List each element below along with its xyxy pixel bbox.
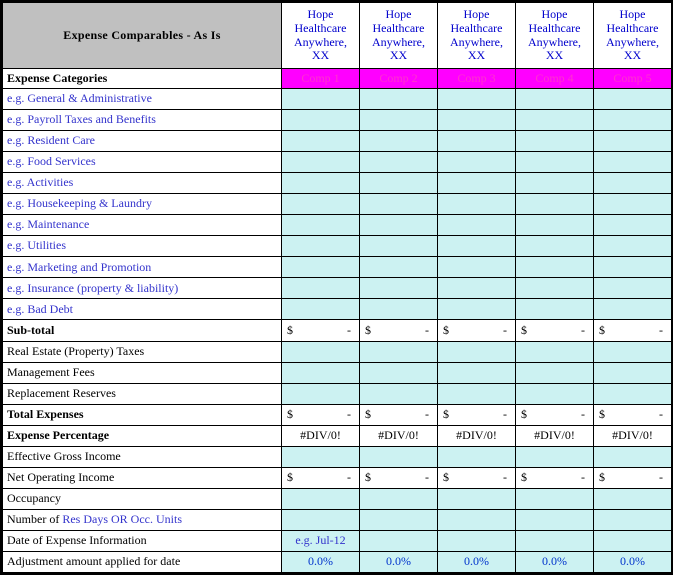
date-of-expense-cell-comp2[interactable] xyxy=(360,530,438,551)
expense-cell-comp1[interactable] xyxy=(282,278,360,299)
effective-gross-income-cell-comp5[interactable] xyxy=(594,446,672,467)
table-header-row xyxy=(3,3,672,69)
expense-cell-comp3[interactable] xyxy=(438,131,516,152)
date-of-expense-row xyxy=(3,530,672,551)
comp-name-line4: XX xyxy=(545,48,564,63)
adjustment-row xyxy=(3,551,672,572)
expense-comparables-table xyxy=(2,2,672,573)
currency-symbol: $ xyxy=(443,469,449,484)
currency-symbol: $ xyxy=(521,406,527,421)
replacement-reserves-label: Replacement Reserves xyxy=(3,383,282,404)
expense-cell-comp4[interactable] xyxy=(516,278,594,299)
replacement-reserves-cell-comp2[interactable] xyxy=(360,383,438,404)
adjustment-value-comp3[interactable]: 0.0% xyxy=(438,551,516,572)
expense-item-label: e.g. Insurance (property & liability) xyxy=(3,278,282,299)
expense-cell-comp5[interactable] xyxy=(594,194,672,215)
expense-cell-comp4[interactable] xyxy=(516,89,594,110)
comp-header-2 xyxy=(360,3,438,69)
currency-symbol: $ xyxy=(287,469,293,484)
occupancy-cell-comp4[interactable] xyxy=(516,488,594,509)
value-dash: - xyxy=(347,322,351,337)
expense-cell-comp3[interactable] xyxy=(438,215,516,236)
comp-name-line1: Hope xyxy=(541,6,568,21)
comp-tag-4: Comp 4 xyxy=(516,69,594,89)
management-fees-cell-comp2[interactable] xyxy=(360,362,438,383)
value-dash: - xyxy=(659,322,663,337)
table-row xyxy=(3,194,672,215)
expense-cell-comp1[interactable] xyxy=(282,194,360,215)
number-of-units-cell-comp3[interactable] xyxy=(438,509,516,530)
occupancy-cell-comp3[interactable] xyxy=(438,488,516,509)
currency-symbol: $ xyxy=(287,322,293,337)
expense-percentage-row xyxy=(3,425,672,446)
subtotal-label: Sub-total xyxy=(3,320,282,341)
real-estate-taxes-cell-comp4[interactable] xyxy=(516,341,594,362)
expense-cell-comp3[interactable] xyxy=(438,194,516,215)
expense-percentage-value-comp1: #DIV/0! xyxy=(282,425,360,446)
real-estate-taxes-cell-comp3[interactable] xyxy=(438,341,516,362)
currency-symbol: $ xyxy=(599,469,605,484)
comp-name-line4: XX xyxy=(389,48,408,63)
currency-symbol: $ xyxy=(365,406,371,421)
expense-item-label: e.g. Activities xyxy=(3,173,282,194)
net-operating-income-label: Net Operating Income xyxy=(3,467,282,488)
real-estate-taxes-cell-comp5[interactable] xyxy=(594,341,672,362)
comp-name-line3: Anywhere, xyxy=(372,34,425,49)
currency-symbol: $ xyxy=(443,406,449,421)
effective-gross-income-row xyxy=(3,446,672,467)
expense-cell-comp3[interactable] xyxy=(438,278,516,299)
comp-header-3 xyxy=(438,3,516,69)
effective-gross-income-label: Effective Gross Income xyxy=(3,446,282,467)
net-operating-income-value-comp2 xyxy=(360,467,438,488)
expense-cell-comp5[interactable] xyxy=(594,110,672,131)
expense-cell-comp5[interactable] xyxy=(594,278,672,299)
value-dash: - xyxy=(659,469,663,484)
occupancy-cell-comp2[interactable] xyxy=(360,488,438,509)
adjustment-value-comp2[interactable]: 0.0% xyxy=(360,551,438,572)
expense-cell-comp4[interactable] xyxy=(516,131,594,152)
expense-item-label: e.g. General & Administrative xyxy=(3,89,282,110)
table-row xyxy=(3,299,672,320)
real-estate-taxes-label: Real Estate (Property) Taxes xyxy=(3,341,282,362)
comp-name-line4: XX xyxy=(623,48,642,63)
expense-percentage-label: Expense Percentage xyxy=(3,425,282,446)
expense-cell-comp3[interactable] xyxy=(438,236,516,257)
subtotal-value-comp3 xyxy=(438,320,516,341)
expense-cell-comp1[interactable] xyxy=(282,152,360,173)
management-fees-cell-comp3[interactable] xyxy=(438,362,516,383)
expense-cell-comp2[interactable] xyxy=(360,236,438,257)
expense-cell-comp2[interactable] xyxy=(360,152,438,173)
net-operating-income-row xyxy=(3,467,672,488)
expense-percentage-value-comp3: #DIV/0! xyxy=(438,425,516,446)
currency-symbol: $ xyxy=(443,322,449,337)
expense-cell-comp1[interactable] xyxy=(282,215,360,236)
replacement-reserves-cell-comp3[interactable] xyxy=(438,383,516,404)
expense-cell-comp5[interactable] xyxy=(594,215,672,236)
subtotal-value-comp4 xyxy=(516,320,594,341)
expense-cell-comp1[interactable] xyxy=(282,173,360,194)
expense-cell-comp2[interactable] xyxy=(360,299,438,320)
number-of-units-cell-comp2[interactable] xyxy=(360,509,438,530)
currency-symbol: $ xyxy=(365,322,371,337)
number-of-units-cell-comp5[interactable] xyxy=(594,509,672,530)
replacement-reserves-cell-comp5[interactable] xyxy=(594,383,672,404)
expense-cell-comp2[interactable] xyxy=(360,257,438,278)
real-estate-taxes-row xyxy=(3,341,672,362)
table-row xyxy=(3,89,672,110)
expense-cell-comp3[interactable] xyxy=(438,257,516,278)
net-operating-income-value-comp4 xyxy=(516,467,594,488)
total-expenses-label: Total Expenses xyxy=(3,404,282,425)
date-of-expense-label: Date of Expense Information xyxy=(3,530,282,551)
expense-cell-comp2[interactable] xyxy=(360,194,438,215)
table-row xyxy=(3,173,672,194)
value-dash: - xyxy=(659,406,663,421)
expense-cell-comp5[interactable] xyxy=(594,257,672,278)
value-dash: - xyxy=(347,469,351,484)
expense-item-label: e.g. Utilities xyxy=(3,236,282,257)
comp-name-line2: Healthcare xyxy=(606,20,659,35)
total-expenses-value-comp1 xyxy=(282,404,360,425)
comp-name-line1: Hope xyxy=(463,6,490,21)
currency-symbol: $ xyxy=(287,406,293,421)
expense-cell-comp5[interactable] xyxy=(594,152,672,173)
number-of-units-cell-comp1[interactable] xyxy=(282,509,360,530)
expense-cell-comp3[interactable] xyxy=(438,110,516,131)
table-row xyxy=(3,152,672,173)
management-fees-label: Management Fees xyxy=(3,362,282,383)
value-dash: - xyxy=(503,406,507,421)
total-expenses-row xyxy=(3,404,672,425)
effective-gross-income-cell-comp4[interactable] xyxy=(516,446,594,467)
occupancy-cell-comp5[interactable] xyxy=(594,488,672,509)
expense-cell-comp4[interactable] xyxy=(516,257,594,278)
expense-item-label: e.g. Resident Care xyxy=(3,131,282,152)
expense-cell-comp5[interactable] xyxy=(594,299,672,320)
effective-gross-income-cell-comp1[interactable] xyxy=(282,446,360,467)
adjustment-value-comp5[interactable]: 0.0% xyxy=(594,551,672,572)
expense-item-label: e.g. Maintenance xyxy=(3,215,282,236)
table-row xyxy=(3,110,672,131)
expense-item-label: e.g. Marketing and Promotion xyxy=(3,257,282,278)
subtotal-value-comp2 xyxy=(360,320,438,341)
currency-symbol: $ xyxy=(599,406,605,421)
expense-cell-comp4[interactable] xyxy=(516,173,594,194)
comp-name-line3: Anywhere, xyxy=(606,34,659,49)
subtotal-row xyxy=(3,320,672,341)
net-operating-income-value-comp1 xyxy=(282,467,360,488)
effective-gross-income-cell-comp3[interactable] xyxy=(438,446,516,467)
date-of-expense-cell-comp1[interactable]: e.g. Jul-12 xyxy=(282,530,360,551)
number-of-units-cell-comp4[interactable] xyxy=(516,509,594,530)
number-of-units-label-prefix: Number of xyxy=(7,511,63,526)
management-fees-cell-comp5[interactable] xyxy=(594,362,672,383)
comp-header-1 xyxy=(282,3,360,69)
adjustment-label: Adjustment amount applied for date xyxy=(3,551,282,572)
net-operating-income-value-comp5 xyxy=(594,467,672,488)
occupancy-label: Occupancy xyxy=(3,488,282,509)
comp-name-line2: Healthcare xyxy=(528,20,581,35)
table-row xyxy=(3,257,672,278)
number-of-units-label xyxy=(3,509,282,530)
expense-cell-comp3[interactable] xyxy=(438,152,516,173)
expense-percentage-value-comp5: #DIV/0! xyxy=(594,425,672,446)
currency-symbol: $ xyxy=(365,469,371,484)
expense-cell-comp1[interactable] xyxy=(282,299,360,320)
expense-cell-comp5[interactable] xyxy=(594,131,672,152)
expense-cell-comp2[interactable] xyxy=(360,215,438,236)
expense-cell-comp4[interactable] xyxy=(516,194,594,215)
comp-name-line2: Healthcare xyxy=(372,20,425,35)
adjustment-value-comp4[interactable]: 0.0% xyxy=(516,551,594,572)
management-fees-row xyxy=(3,362,672,383)
comp-name-line3: Anywhere, xyxy=(294,34,347,49)
currency-symbol: $ xyxy=(599,322,605,337)
expense-cell-comp1[interactable] xyxy=(282,89,360,110)
comp-name-line3: Anywhere, xyxy=(450,34,503,49)
expense-cell-comp2[interactable] xyxy=(360,173,438,194)
number-of-units-label-highlight: Res Days OR Occ. Units xyxy=(62,511,182,526)
currency-symbol: $ xyxy=(521,469,527,484)
expense-item-label: e.g. Housekeeping & Laundry xyxy=(3,194,282,215)
comp-header-5 xyxy=(594,3,672,69)
comp-name-line1: Hope xyxy=(385,6,412,21)
expense-cell-comp4[interactable] xyxy=(516,236,594,257)
table-row xyxy=(3,215,672,236)
table-row xyxy=(3,278,672,299)
comp-tag-3: Comp 3 xyxy=(438,69,516,89)
expense-cell-comp4[interactable] xyxy=(516,152,594,173)
comp-name-line1: Hope xyxy=(307,6,334,21)
expense-cell-comp4[interactable] xyxy=(516,215,594,236)
table-row xyxy=(3,236,672,257)
comp-name-line2: Healthcare xyxy=(294,20,347,35)
expense-percentage-value-comp2: #DIV/0! xyxy=(360,425,438,446)
expense-cell-comp1[interactable] xyxy=(282,257,360,278)
value-dash: - xyxy=(581,469,585,484)
date-of-expense-cell-comp3[interactable] xyxy=(438,530,516,551)
comp-tag-1: Comp 1 xyxy=(282,69,360,89)
replacement-reserves-cell-comp4[interactable] xyxy=(516,383,594,404)
comp-tag-5: Comp 5 xyxy=(594,69,672,89)
expense-cell-comp3[interactable] xyxy=(438,173,516,194)
expense-cell-comp1[interactable] xyxy=(282,236,360,257)
expense-cell-comp3[interactable] xyxy=(438,89,516,110)
expense-cell-comp2[interactable] xyxy=(360,89,438,110)
effective-gross-income-cell-comp2[interactable] xyxy=(360,446,438,467)
occupancy-row xyxy=(3,488,672,509)
expense-item-label: e.g. Food Services xyxy=(3,152,282,173)
replacement-reserves-row xyxy=(3,383,672,404)
expense-cell-comp5[interactable] xyxy=(594,89,672,110)
expense-cell-comp4[interactable] xyxy=(516,110,594,131)
expense-categories-label: Expense Categories xyxy=(3,69,282,89)
expense-categories-row xyxy=(3,69,672,89)
currency-symbol: $ xyxy=(521,322,527,337)
expense-cell-comp1[interactable] xyxy=(282,110,360,131)
expense-cell-comp2[interactable] xyxy=(360,110,438,131)
value-dash: - xyxy=(581,322,585,337)
replacement-reserves-cell-comp1[interactable] xyxy=(282,383,360,404)
comp-tag-2: Comp 2 xyxy=(360,69,438,89)
value-dash: - xyxy=(503,322,507,337)
number-of-units-row xyxy=(3,509,672,530)
value-dash: - xyxy=(425,406,429,421)
value-dash: - xyxy=(581,406,585,421)
comp-name-line1: Hope xyxy=(619,6,646,21)
adjustment-value-comp1[interactable]: 0.0% xyxy=(282,551,360,572)
expense-percentage-value-comp4: #DIV/0! xyxy=(516,425,594,446)
subtotal-value-comp5 xyxy=(594,320,672,341)
total-expenses-value-comp5 xyxy=(594,404,672,425)
value-dash: - xyxy=(347,406,351,421)
value-dash: - xyxy=(503,469,507,484)
expense-cell-comp5[interactable] xyxy=(594,236,672,257)
comp-name-line3: Anywhere, xyxy=(528,34,581,49)
subtotal-value-comp1 xyxy=(282,320,360,341)
net-operating-income-value-comp3 xyxy=(438,467,516,488)
management-fees-cell-comp4[interactable] xyxy=(516,362,594,383)
real-estate-taxes-cell-comp1[interactable] xyxy=(282,341,360,362)
occupancy-cell-comp1[interactable] xyxy=(282,488,360,509)
total-expenses-value-comp3 xyxy=(438,404,516,425)
comp-name-line2: Healthcare xyxy=(450,20,503,35)
expense-cell-comp5[interactable] xyxy=(594,173,672,194)
expense-cell-comp2[interactable] xyxy=(360,131,438,152)
table-row xyxy=(3,131,672,152)
expense-cell-comp3[interactable] xyxy=(438,299,516,320)
comp-name-line4: XX xyxy=(311,48,330,63)
expense-cell-comp2[interactable] xyxy=(360,278,438,299)
total-expenses-value-comp4 xyxy=(516,404,594,425)
value-dash: - xyxy=(425,469,429,484)
comp-name-line4: XX xyxy=(467,48,486,63)
page-title: Expense Comparables - As Is xyxy=(3,3,282,69)
management-fees-cell-comp1[interactable] xyxy=(282,362,360,383)
comp-header-4 xyxy=(516,3,594,69)
value-dash: - xyxy=(425,322,429,337)
expense-cell-comp4[interactable] xyxy=(516,299,594,320)
total-expenses-value-comp2 xyxy=(360,404,438,425)
expense-cell-comp1[interactable] xyxy=(282,131,360,152)
date-of-expense-cell-comp4[interactable] xyxy=(516,530,594,551)
expense-item-label: e.g. Bad Debt xyxy=(3,299,282,320)
expense-item-label: e.g. Payroll Taxes and Benefits xyxy=(3,110,282,131)
real-estate-taxes-cell-comp2[interactable] xyxy=(360,341,438,362)
date-of-expense-cell-comp5[interactable] xyxy=(594,530,672,551)
